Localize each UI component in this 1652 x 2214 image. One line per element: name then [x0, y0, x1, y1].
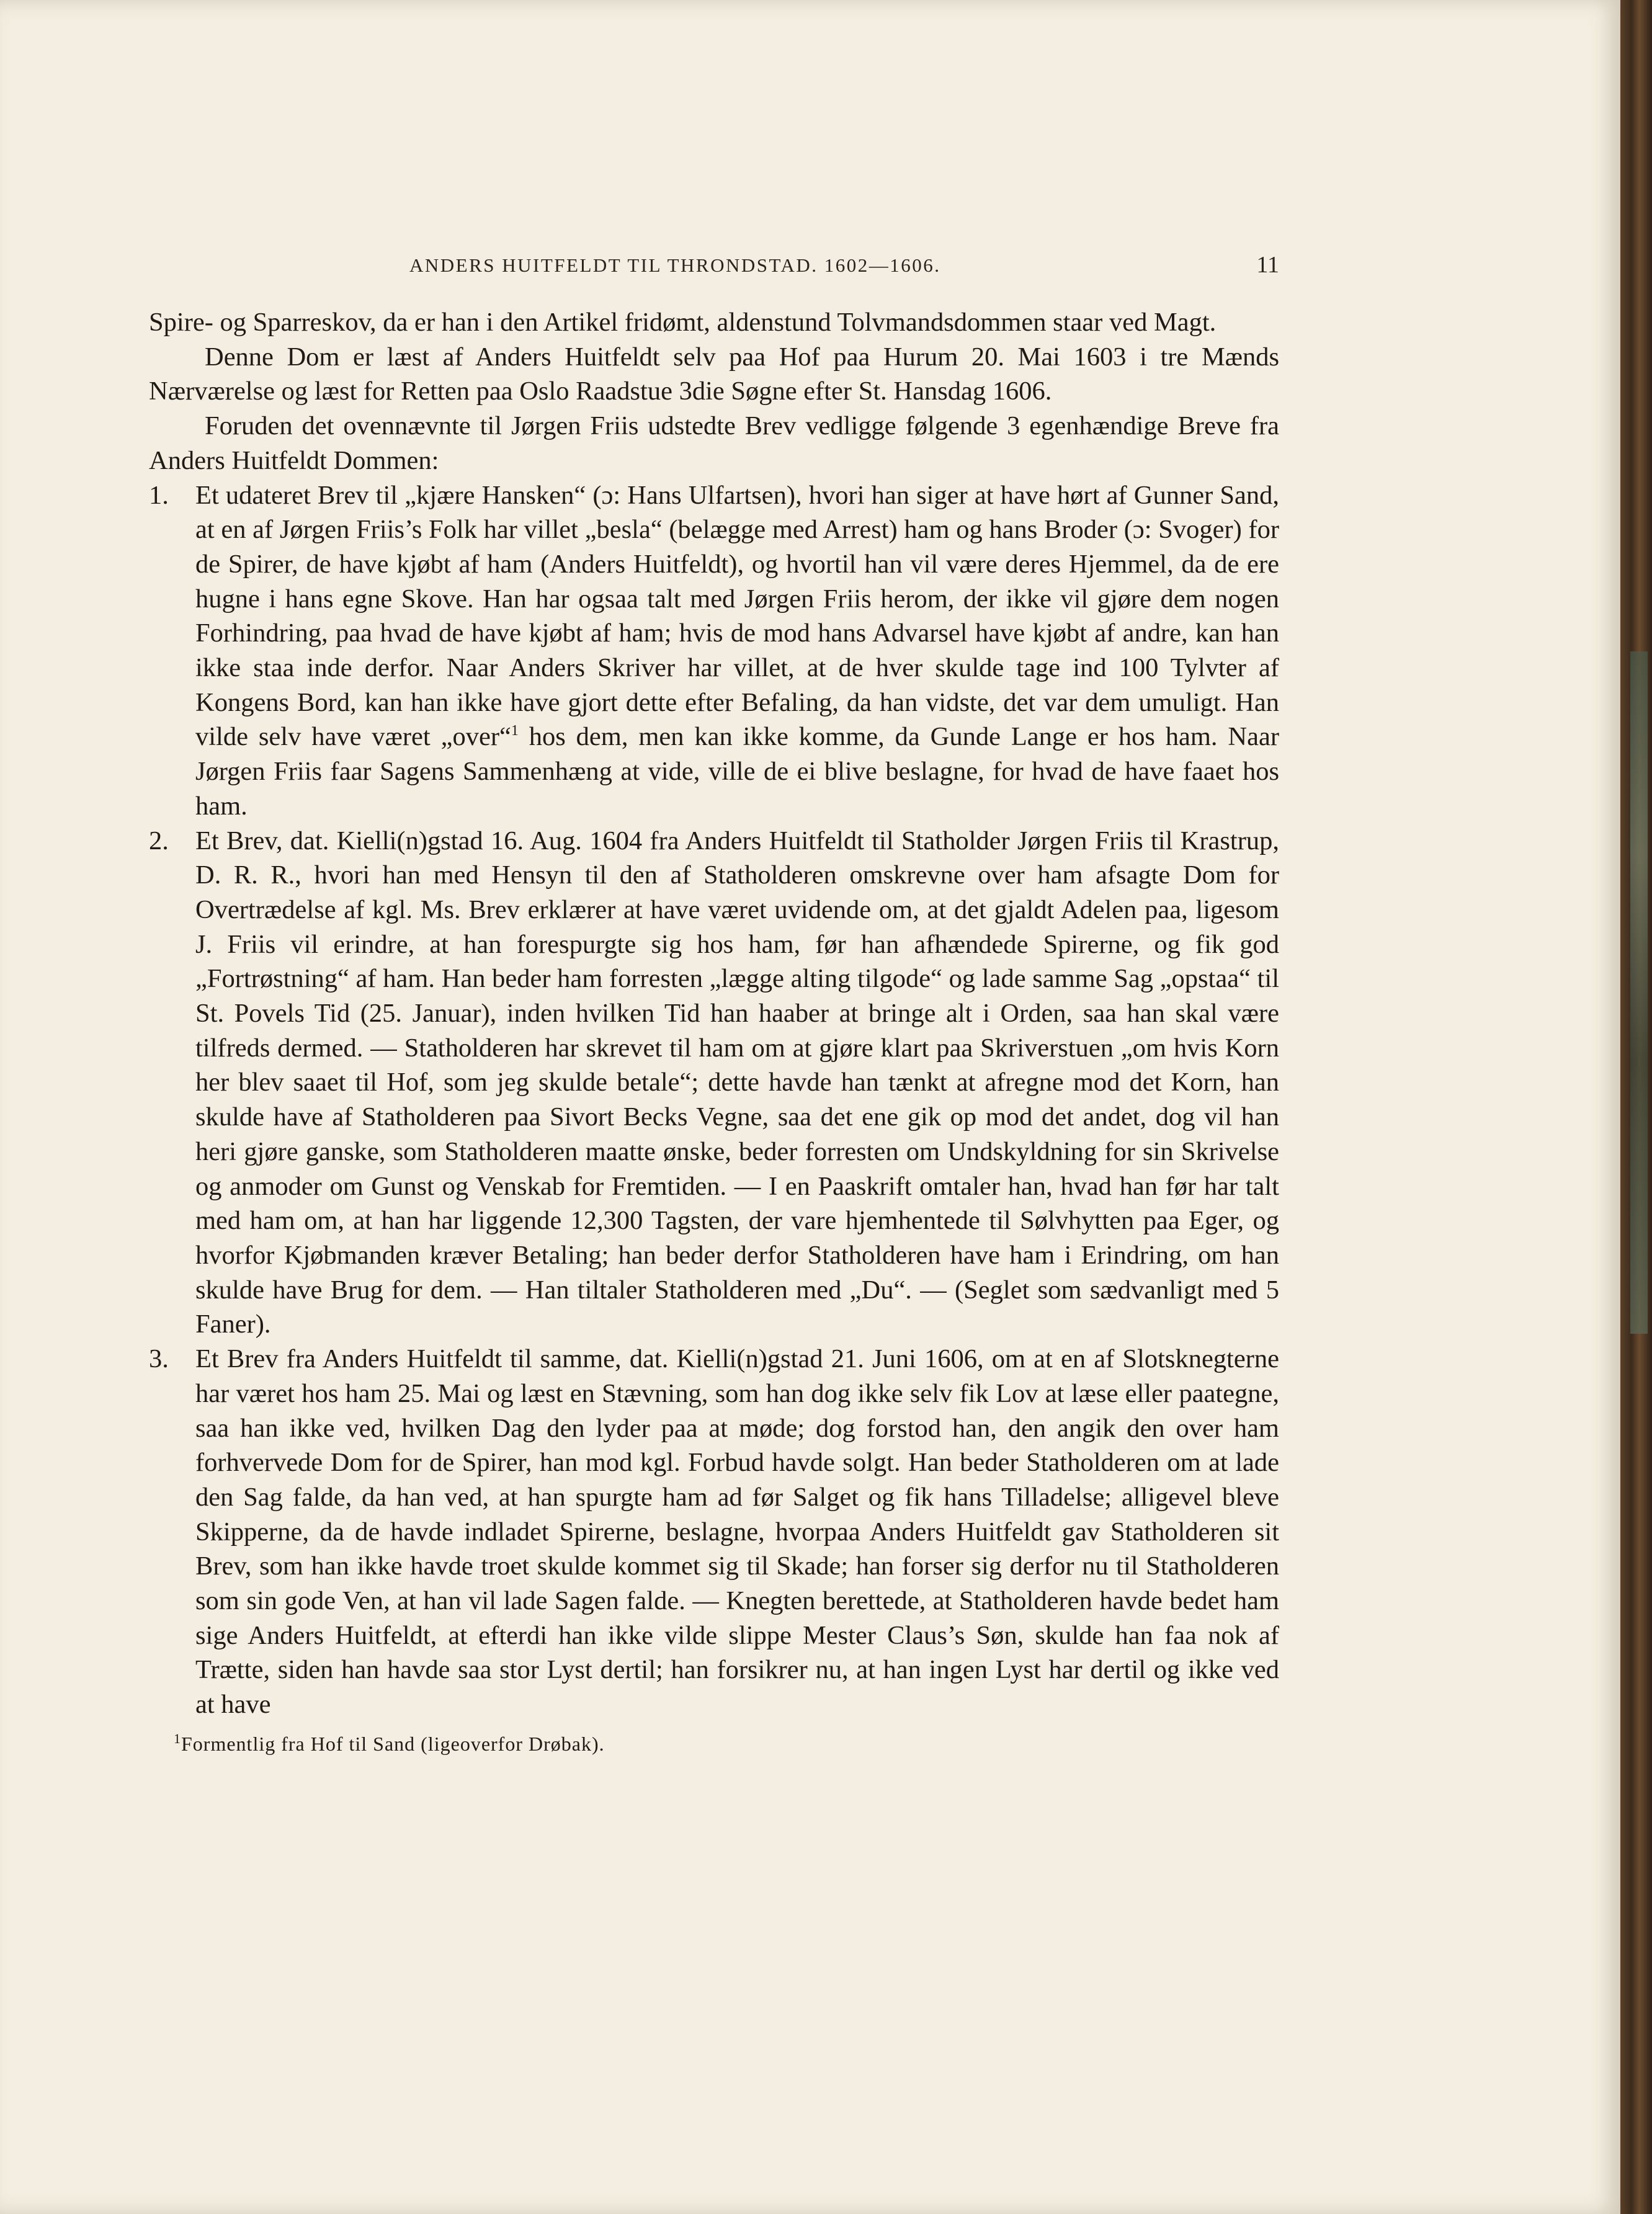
running-title: ANDERS HUITFELDT TIL THRONDSTAD. 1602—1606.: [409, 254, 941, 276]
paragraph-intro-letters: Foruden det ovennævnte til Jørgen Friis udstedte Brev vedligge følgende 3 egenhændige Breve fra Anders Huitfeldt Dommen:: [149, 411, 1279, 475]
footnote-text: Formentlig fra Hof til Sand (ligeoverfor Drøbak).: [181, 1732, 605, 1755]
running-header: [149, 248, 1279, 279]
item-text: Et Brev, dat. Kielli(n)gstad 16. Aug. 1604 fra Anders Huitfeldt til Statholder Jørgen Friis til Krastrup, D. R. R., hvori han med Hensyn til den af Statholderen omskrevne over ham afsagte Dom for Overtrædelse af kgl. Ms. Brev erklærer at have været uvidende om, at det gjaldt Adelen paa, ligesom J. Friis vil erindre, at han forespurgte sig hos ham, før han afhændede Spirerne, og fik god „Fortrøstning“ af ham. Han beder ham forresten „lægge alting tilgode“ og lade samme Sag „opstaa“ til St. Povels Tid (25. Januar), inden hvilken Tid han haaber at bringe alt i Orden, saa han skal være tilfreds dermed. — Statholderen har skrevet til ham om at gjøre klart paa Skriverstuen „om hvis Korn her blev saaet til Hof, som jeg skulde betale“; dette havde han tænkt at afregne mod det Korn, han skulde have af Statholderen paa Sivort Becks Vegne, saa det ene gik op mod det andet, dog vil han heri gjøre ganske, som Statholderen maatte ønske, beder forresten om Undskyldning for sin Skrivelse og anmoder om Gunst og Venskab for Fremtiden. — I en Paaskrift omtaler han, hvad han før har talt med ham om, at han har liggende 12,300 Tagsten, der vare hjemhentede til Sølvhytten paa Eger, og hvorfor Kjøbmanden kræver Betaling; han beder derfor Statholderen have ham i Erindring, om han skulde have Brug for dem. — Han tiltaler Statholderen med „Du“. — (Seglet som sædvanligt med 5 Faner).: [195, 826, 1279, 1339]
page-number: 11: [1256, 252, 1279, 278]
marbled-cover-edge: [1630, 651, 1648, 1334]
list-item: [149, 478, 1279, 824]
footnote-reference: 1: [511, 723, 519, 739]
item-text-continued: hos dem, men kan ikke komme, da Gunde Lange er hos ham. Naar Jørgen Friis faar Sagens Sammenhæng at vide, ville de ei blive beslagne, for hvad de have faaet hos ham.: [195, 722, 1279, 821]
footnote-separator: [149, 1722, 1279, 1731]
item-number: 3.: [149, 1344, 169, 1374]
item-text: Et udateret Brev til „kjære Hansken“ (ɔ: Hans Ulfartsen), hvori han siger at have hørt af Gunner Sand, at en af Jørgen Friis’s Folk har villet „besla“ (belægge med Arrest) ham og hans Broder (ɔ: Svoger) for de Spirer, de have kjøbt af ham (Anders Huitfeldt), og hvortil han vil være deres Hjemmel, da de ere hugne i hans egne Skove. Han har ogsaa talt med Jørgen Friis herom, der ikke vil gjøre dem nogen Forhindring, paa hvad de have kjøbt af ham; hvis de mod hans Advarsel have kjøbt af andre, kan han ikke staa inde derfor. Naar Anders Skriver har villet, at de hver skulde tage ind 100 Tylvter af Kongens Bord, kan han ikke have gjort dette efter Befaling, da han vidste, det var dem umuligt. Han vilde selv have været „over“: [195, 480, 1279, 752]
paragraph-continuation: Spire- og Sparreskov, da er han i den Artikel fridømt, aldenstund Tolvmandsdommen staar ved Magt.: [149, 308, 1217, 337]
item-number: 1.: [149, 480, 169, 510]
page-content: [149, 248, 1279, 1757]
list-item: [149, 1342, 1279, 1722]
item-text: Et Brev fra Anders Huitfeldt til samme, dat. Kielli(n)gstad 21. Juni 1606, om at en af Slotsknegterne har været hos ham 25. Mai og læst en Stævning, som han dog ikke selv fik Lov at læse eller paategne, saa han ikke ved, hvilken Dag den lyder paa at møde; dog forstod han, den angik den over ham forhvervede Dom for de Spirer, han mod kgl. Forbud havde solgt. Han beder Statholderen om at lade den Sag falde, da han ved, at han spurgte ham ad før Salget og fik hans Tilladelse; alligevel bleve Skipperne, da de havde indladet Spirerne, beslagne, hvorpaa Anders Huitfeldt gav Statholderen sit Brev, som han ikke havde troet skulde kommet sig til Skade; han forser sig derfor nu til Statholderen som sin gode Ven, at han vil lade Sagen falde. — Knegten berettede, at Statholderen havde bedet ham sige Anders Huitfeldt, at efterdi han ikke vilde slippe Mester Claus’s Søn, skulde han faa nok af Trætte, siden han havde saa stor Lyst dertil; han forsikrer nu, at han ingen Lyst har dertil og ikke ved at have: [195, 1344, 1279, 1720]
list-item: [149, 824, 1279, 1342]
letter-list: [149, 478, 1279, 1722]
paragraph-dom: Denne Dom er læst af Anders Huitfeldt selv paa Hof paa Hurum 20. Mai 1603 i tre Mænds Nærværelse og læst for Retten paa Oslo Raadstue 3die Søgne efter St. Hansdag 1606.: [149, 342, 1279, 406]
footnote: [149, 1731, 1279, 1757]
item-number: 2.: [149, 826, 169, 855]
footnote-marker: 1: [174, 1730, 181, 1746]
